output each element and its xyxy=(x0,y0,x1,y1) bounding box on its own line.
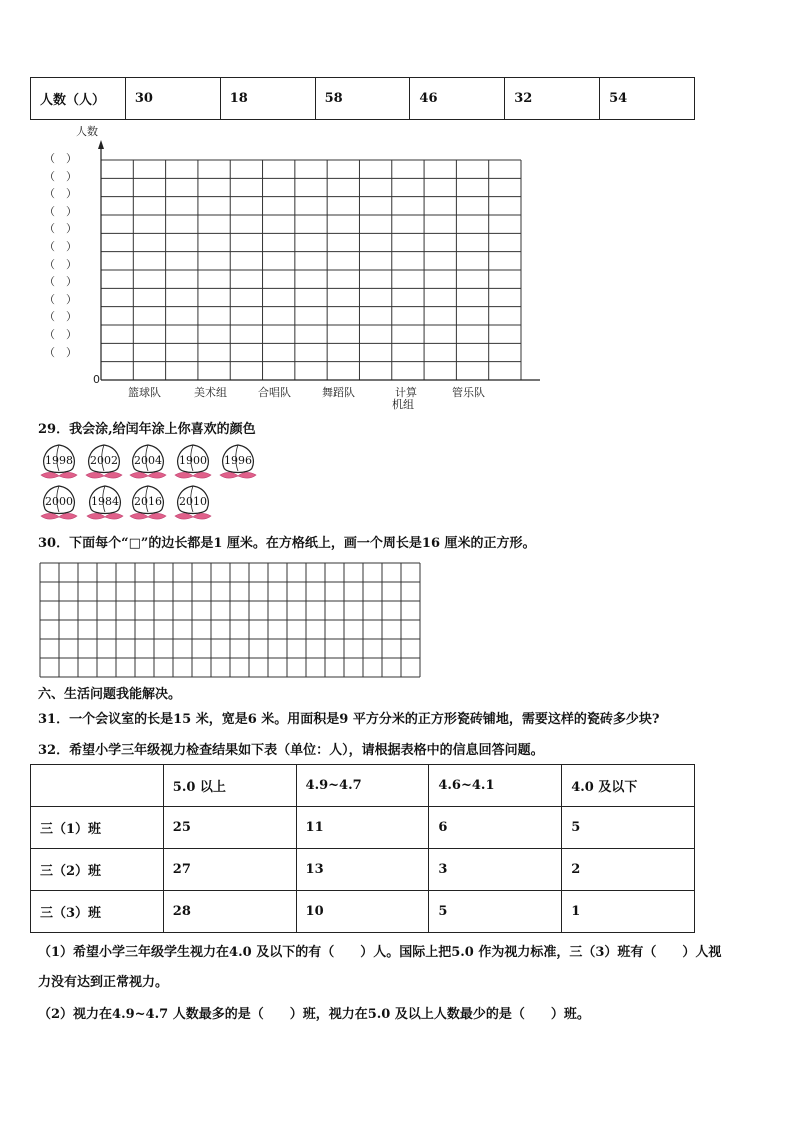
peach-year-label: 1998 xyxy=(45,454,73,467)
class-name-cell: 三（3）班 xyxy=(31,891,164,933)
class-name-cell: 三（1）班 xyxy=(31,807,164,849)
y-tick-placeholder: （ ） xyxy=(44,345,77,359)
peach-year-item[interactable] xyxy=(217,441,259,481)
table-cell: 11 xyxy=(296,807,429,849)
y-axis-label: 人数 xyxy=(76,125,98,138)
table-cell: 25 xyxy=(163,807,296,849)
table-cell: 13 xyxy=(296,849,429,891)
table-header-cell: 5.0 以上 xyxy=(163,765,296,807)
question-32: 32．希望小学三年级视力检查结果如下表（单位：人），请根据表格中的信息回答问题。 xyxy=(38,743,544,758)
class-name-cell: 三（2）班 xyxy=(31,849,164,891)
peach-year-label: 2000 xyxy=(45,495,73,508)
peach-year-item[interactable] xyxy=(127,441,169,481)
y-tick-placeholder: （ ） xyxy=(44,204,77,218)
y-tick-placeholder: （ ） xyxy=(44,240,77,253)
x-tick-label: 机组 xyxy=(392,398,414,411)
x-tick-label: 篮球队 xyxy=(128,386,161,399)
chart-grid xyxy=(0,0,794,420)
y-tick-placeholder: （ ） xyxy=(44,169,77,183)
y-tick-placeholder: （ ） xyxy=(44,257,77,271)
peach-year-label: 2016 xyxy=(134,495,162,508)
count-cell: 58 xyxy=(315,78,410,120)
y-tick-placeholder: （ ） xyxy=(44,187,77,201)
peach-year-label: 1900 xyxy=(179,454,207,467)
x-tick-label: 合唱队 xyxy=(258,386,291,399)
y-tick-placeholder: （ ） xyxy=(44,310,77,324)
peach-year-item[interactable] xyxy=(38,482,80,522)
peach-year-label: 2004 xyxy=(134,454,162,467)
y-axis-arrow-icon xyxy=(98,140,104,149)
x-tick-label: 舞蹈队 xyxy=(322,386,355,399)
peach-year-label: 2002 xyxy=(90,454,118,467)
question-32-part-2: （2）视力在4.9~4.7 人数最多的是（ ）班，视力在5.0 及以上人数最少的是（ ）班。 xyxy=(38,1007,590,1022)
peach-year-item[interactable] xyxy=(38,441,80,481)
table-header-cell: 4.6~4.1 xyxy=(429,765,562,807)
x-tick-label: 管乐队 xyxy=(452,386,485,399)
peach-year-label: 1996 xyxy=(224,454,252,467)
question-29: 29．我会涂,给闰年涂上你喜欢的颜色 xyxy=(38,422,256,437)
table-header-cell: 4.0 及以下 xyxy=(562,765,695,807)
question-32-part-1-line-1: （1）希望小学三年级学生视力在4.0 及以下的有（ ）人。国际上把5.0 作为视力标准，三（3）班有（ ）人视 xyxy=(38,945,722,960)
origin-label: 0 xyxy=(93,373,100,386)
peach-year-item[interactable] xyxy=(84,482,126,522)
y-tick-placeholder: （ ） xyxy=(44,152,77,165)
table-cell: 28 xyxy=(163,891,296,933)
table-cell: 5 xyxy=(429,891,562,933)
y-tick-placeholder: （ ） xyxy=(44,275,77,289)
table-cell: 6 xyxy=(429,807,562,849)
y-tick-placeholder: （ ） xyxy=(44,328,77,341)
peach-year-item[interactable] xyxy=(127,482,169,522)
table-cell: 2 xyxy=(562,849,695,891)
table-cell: 27 xyxy=(163,849,296,891)
peach-year-item[interactable] xyxy=(172,441,214,481)
question-30: 30．下面每个“□”的边长都是1 厘米。在方格纸上，画一个周长是16 厘米的正方形。 xyxy=(38,536,536,551)
table-row xyxy=(31,807,695,849)
count-cell: 32 xyxy=(505,78,600,120)
table-cell: 10 xyxy=(296,891,429,933)
x-tick-label: 美术组 xyxy=(194,386,227,399)
count-cell: 30 xyxy=(125,78,220,120)
table-cell: 5 xyxy=(562,807,695,849)
count-cell: 46 xyxy=(410,78,505,120)
x-tick-label: 计算 xyxy=(395,386,417,399)
peach-year-item[interactable] xyxy=(83,441,125,481)
peach-year-label: 1984 xyxy=(91,495,119,508)
vision-table xyxy=(30,764,695,933)
table-header-cell: 4.9~4.7 xyxy=(296,765,429,807)
table-header-cell xyxy=(31,765,164,807)
question-31: 31．一个会议室的长是15 米，宽是6 米。用面积是9 平方分米的正方形瓷砖铺地，需要这样的瓷砖多少块? xyxy=(38,712,660,727)
y-tick-placeholder: （ ） xyxy=(44,292,77,306)
square-grid-paper xyxy=(38,562,422,678)
peach-year-label: 2010 xyxy=(179,495,207,508)
section-heading: 六、生活问题我能解决。 xyxy=(38,687,182,702)
table-header-row xyxy=(31,765,695,807)
count-table-header: 人数（人） xyxy=(31,78,126,120)
count-cell: 18 xyxy=(220,78,315,120)
count-cell: 54 xyxy=(600,78,695,120)
y-tick-placeholder: （ ） xyxy=(44,222,77,236)
question-32-part-1-line-2: 力没有达到正常视力。 xyxy=(38,975,169,990)
table-cell: 1 xyxy=(562,891,695,933)
table-row xyxy=(31,849,695,891)
table-row xyxy=(31,891,695,933)
peach-year-item[interactable] xyxy=(172,482,214,522)
table-cell: 3 xyxy=(429,849,562,891)
